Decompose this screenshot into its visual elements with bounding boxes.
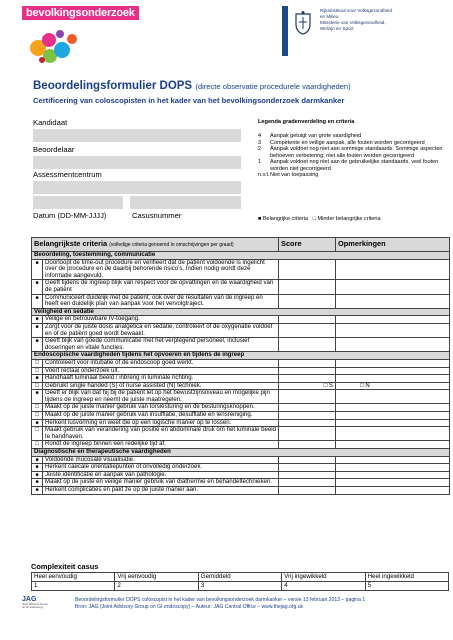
table-header <box>32 238 450 252</box>
complexity-label: Vrij ingewikkeld <box>282 573 365 582</box>
bullet-filled-icon <box>32 280 43 294</box>
complexity-label: Heel ingewikkeld <box>365 573 448 582</box>
complexity-table <box>31 572 449 591</box>
assessmentcentrum-field[interactable] <box>33 181 241 194</box>
opmerkingen-cell[interactable] <box>336 412 450 420</box>
opmerkingen-cell[interactable] <box>336 382 450 390</box>
section-title: Veiligheid en sedatie <box>32 308 450 316</box>
criteria-text: Herkent caecale oriëntatiepunten of onvolledig onderzoek. <box>43 464 279 472</box>
bullet-filled-icon <box>32 487 43 495</box>
score-cell[interactable] <box>279 390 336 404</box>
legend-num: 1 <box>258 159 262 165</box>
complexity-label: Vrij eenvoudig <box>115 573 198 582</box>
rivm-line: Rijksinstituut voor Volksgezondheid <box>320 8 393 13</box>
score-cell[interactable] <box>279 280 336 294</box>
datum-field[interactable] <box>33 196 123 209</box>
legend-num: 4 <box>258 133 262 139</box>
opmerkingen-cell[interactable] <box>336 464 450 472</box>
opmerkingen-cell[interactable] <box>336 419 450 427</box>
score-cell[interactable] <box>279 338 336 352</box>
criteria-text: Herkent complicaties en pakt ze op de juiste manier aan. <box>43 487 279 495</box>
rivm-line: Welzijn en Sport <box>320 26 354 31</box>
legend-key <box>258 216 381 222</box>
criteria-text: Maakt op de juiste manier gebruik van torsiesturing en de besturingsknoppen. <box>43 404 279 412</box>
page-subtitle: Certificering van coloscopisten in het kader van het bevolkingsonderzoek darmkanker <box>33 96 345 105</box>
bullet-filled-icon <box>32 323 43 337</box>
casusnummer-field[interactable] <box>130 196 241 209</box>
logo-part2: onderzoek <box>81 7 135 19</box>
criteria-text: Voldoende mucosale visualisatie. <box>43 456 279 464</box>
rivm-bar <box>282 6 288 56</box>
score-cell[interactable] <box>279 487 336 495</box>
complexity-value[interactable]: 1 <box>32 582 115 591</box>
header-criteria-note: (volledige criteria genoemd in omschrijvingen per graad) <box>109 242 234 248</box>
bullet-filled-icon <box>32 471 43 479</box>
bullet-open-icon <box>32 404 43 412</box>
header-opmerkingen: Opmerkingen <box>336 238 450 252</box>
footer-line1: Beoordelingsformulier DOPS coloscopist in het kader van bevolkingsonderzoek darmkanker – versie 13 februari 2013 – pagina 1 <box>75 597 366 603</box>
opmerkingen-cell[interactable] <box>336 427 450 441</box>
bullet-filled-icon <box>32 456 43 464</box>
score-cell[interactable] <box>279 464 336 472</box>
title-paren: (directe observatie procedurele vaardigheden) <box>195 82 351 91</box>
bullet-open-icon <box>32 367 43 375</box>
score-cell[interactable] <box>279 479 336 487</box>
opmerkingen-cell[interactable] <box>336 487 450 495</box>
complexity-title: Complexiteit casus <box>31 562 99 571</box>
criteria-text: Handhaaft luminaal beeld / inbreng in luminale richting. <box>43 375 279 383</box>
bullet-filled-icon <box>32 259 43 280</box>
legend-key-filled: ■ Belangrijke criteria <box>258 216 309 222</box>
complexity-label: Gemiddeld <box>198 573 281 582</box>
complexity-label: Heel eenvoudig <box>32 573 115 582</box>
section-title: Beoordeling, toestemming, communicatie <box>32 252 450 260</box>
beoordelaar-field[interactable] <box>33 156 241 169</box>
criteria-text: Maakt op de juiste manier gebruik van insufflatie, desufflatie en lensreiniging. <box>43 412 279 420</box>
legend-num: 2 <box>258 146 262 152</box>
bullet-open-icon <box>32 427 43 441</box>
footer-line2: Bron: JAG (Joint Advisory Group on GI endoscopy) – Auteur: JAG Central Office – www.thejag.org.uk <box>75 604 304 610</box>
criteria-row <box>32 323 450 337</box>
opmerkingen-cell[interactable] <box>336 479 450 487</box>
rivm-logo <box>282 6 432 62</box>
criteria-row <box>32 390 450 404</box>
criteria-text: Geeft er blijk van dat hij bij de patiënt let op het bewustzijnsniveau en mogelijke pijn tijdens de ingreep en neemt de juiste maatregelen. <box>43 390 279 404</box>
opmerkingen-cell[interactable] <box>336 404 450 412</box>
kandidaat-label: Kandidaat <box>33 118 68 127</box>
complexity-value[interactable]: 4 <box>282 582 365 591</box>
criteria-row <box>32 259 450 280</box>
opmerkingen-cell[interactable] <box>336 441 450 449</box>
criteria-text: Rondt de ingreep binnen een redelijke tijd af. <box>43 441 279 449</box>
score-cell[interactable] <box>279 259 336 280</box>
criteria-row <box>32 427 450 441</box>
casusnummer-label: Casusnummer <box>132 211 182 220</box>
criteria-text: Juiste identificatie en aanpak van pathologie. <box>43 471 279 479</box>
opmerkingen-cell[interactable] <box>336 390 450 404</box>
score-cell[interactable] <box>279 404 336 412</box>
section-row <box>32 449 450 457</box>
criteria-text: Veilige en betrouwbare IV-toegang. <box>43 316 279 324</box>
opmerkingen-cell[interactable] <box>336 456 450 464</box>
score-cell[interactable] <box>279 456 336 464</box>
opmerkingen-cell[interactable] <box>336 338 450 352</box>
bullet-open-icon <box>32 412 43 420</box>
criteria-text: Herkent lusvorming en weet die op een logische manier op te lossen. <box>43 419 279 427</box>
assessmentcentrum-label: Assessmentcentrum <box>33 170 102 179</box>
option-n[interactable]: □ N <box>360 381 370 389</box>
legend-num: n.v.t. <box>258 172 270 178</box>
bullet-open-icon <box>32 382 43 390</box>
bullet-filled-icon <box>32 464 43 472</box>
bullet-filled-icon <box>32 419 43 427</box>
score-cell[interactable] <box>279 294 336 308</box>
legend-text: Niet van toepassing <box>270 172 319 178</box>
jag-subtext: Joint Advisory Group on GI endoscopy <box>22 602 48 609</box>
opmerkingen-cell[interactable] <box>336 316 450 324</box>
rivm-text <box>320 8 430 32</box>
bullet-filled-icon <box>32 375 43 383</box>
opmerkingen-cell[interactable] <box>336 294 450 308</box>
complexity-values-row <box>32 582 449 591</box>
logo-circles-icon <box>22 6 142 70</box>
logo-part1: bevolkings <box>26 7 82 19</box>
legend-item <box>258 146 448 159</box>
score-cell[interactable] <box>279 419 336 427</box>
legend-text: Competente en veilige aanpak, alle fouten worden gecorrigeerd <box>270 139 425 146</box>
opmerkingen-cell[interactable] <box>336 323 450 337</box>
score-cell[interactable] <box>279 412 336 420</box>
header-criteria-text: Belangrijkste criteria <box>34 239 108 248</box>
score-cell[interactable] <box>279 471 336 479</box>
criteria-text: Voert rectaal onderzoek uit. <box>43 367 279 375</box>
rivm-line: Ministerie van Volksgezondheid, <box>320 20 386 25</box>
jag-logo <box>22 596 50 609</box>
criteria-row <box>32 338 450 352</box>
complexity-value[interactable]: 3 <box>198 582 281 591</box>
criteria-table <box>31 237 450 495</box>
section-title: Diagnostische en therapeutische vaardigheden <box>32 449 450 457</box>
criteria-row <box>32 294 450 308</box>
criteria-row <box>32 359 450 367</box>
criteria-text: Geeft tijdens de ingreep blijk van respect voor de opvattingen en de waardigheid van de patiënt <box>43 280 279 294</box>
rivm-line: en Milieu <box>320 14 339 19</box>
legend-key-open: □ Minder belangrijke criteria <box>312 216 381 222</box>
section-row <box>32 252 450 260</box>
header-criteria <box>32 238 279 252</box>
legend-item <box>258 172 448 179</box>
page-title <box>33 80 351 92</box>
criteria-text: Doorloopt de time-out procedure en verifieert dat de patiënt voldoende is ingelicht over de procedure en de daarbij behorende risico’s. Indien nodig wordt deze informatie aangevuld. <box>43 259 279 280</box>
legend-item <box>258 159 448 172</box>
legend-list <box>258 133 448 179</box>
legend-title: Legenda gradenverdeling en criteria <box>258 119 355 125</box>
bullet-filled-icon <box>32 316 43 324</box>
score-cell[interactable] <box>279 441 336 449</box>
score-cell[interactable] <box>279 316 336 324</box>
opmerkingen-cell[interactable] <box>336 367 450 375</box>
legend-text: Aanpak getuigt van grote vaardigheid <box>270 133 362 139</box>
jag-text: JAG <box>22 596 37 603</box>
score-cell[interactable] <box>279 427 336 441</box>
criteria-row <box>32 487 450 495</box>
score-cell[interactable] <box>279 367 336 375</box>
score-cell[interactable] <box>279 359 336 367</box>
complexity-value[interactable]: 5 <box>365 582 448 591</box>
opmerkingen-cell[interactable] <box>336 259 450 280</box>
bullet-filled-icon <box>32 390 43 404</box>
complexity-labels-row <box>32 573 449 582</box>
bullet-open-icon <box>32 359 43 367</box>
bullet-filled-icon <box>32 294 43 308</box>
criteria-text: Maakt op de juiste en veilige manier gebruik van diathermie en behandeltechnieken. <box>43 479 279 487</box>
bullet-filled-icon <box>32 479 43 487</box>
title-main: Beoordelingsformulier DOPS <box>33 80 193 92</box>
coat-of-arms-icon <box>292 10 314 36</box>
criteria-text: Controleert voor intubatie of de endoscoop goed werkt. <box>43 359 279 367</box>
opmerkingen-cell[interactable] <box>336 471 450 479</box>
criteria-text: Geeft blijk van goede communicatie met het verplegend personeel, inclusief doseringen en vitale functies. <box>43 338 279 352</box>
legend-text: Aanpak voldoet nog niet aan de gebruikelijke standaards, veel fouten worden niet gecorrigeerd <box>270 159 439 172</box>
score-cell[interactable]: □ S <box>279 382 336 390</box>
section-title: Endoscopische vaardigheden tijdens het opvoeren en tijdens de ingreep <box>32 352 450 360</box>
opmerkingen-cell[interactable] <box>336 359 450 367</box>
bevolkingsonderzoek-logo <box>22 6 142 70</box>
complexity-value[interactable]: 2 <box>115 582 198 591</box>
footer-text <box>75 597 365 611</box>
criteria-row <box>32 280 450 294</box>
legend-num: 3 <box>258 139 262 146</box>
kandidaat-field[interactable] <box>33 129 241 142</box>
criteria-text: Maakt gebruik van verandering van positie en abdominale druk om het luminale beeld te handhaven. <box>43 427 279 441</box>
beoordelaar-label: Beoordelaar <box>33 145 75 154</box>
score-cell[interactable] <box>279 323 336 337</box>
criteria-text: Communiceert duidelijk met de patiënt, ook over de resultaten van de ingreep en heeft een duidelijk plan van aanpak voor het vervolgtraject. <box>43 294 279 308</box>
criteria-text: Gebruikt single handed (S) of nurse assisted (N) techniek. <box>43 382 279 390</box>
opmerkingen-cell[interactable] <box>336 280 450 294</box>
header-score: Score <box>279 238 336 252</box>
bullet-filled-icon <box>32 338 43 352</box>
legend-text: Aanpak voldoet nog niet aan sommige standaards. Sommige aspecten behoeven verbetering, niet alle fouten worden gecorrigeerd <box>270 146 443 159</box>
datum-label: Datum (DD-MM-JJJJ) <box>33 211 107 220</box>
criteria-text: Zorgt voor de juiste dosis analgetica en sedatie, controleert of de oxygenatie voldoet en of de patiënt goed wordt bewaakt. <box>43 323 279 337</box>
